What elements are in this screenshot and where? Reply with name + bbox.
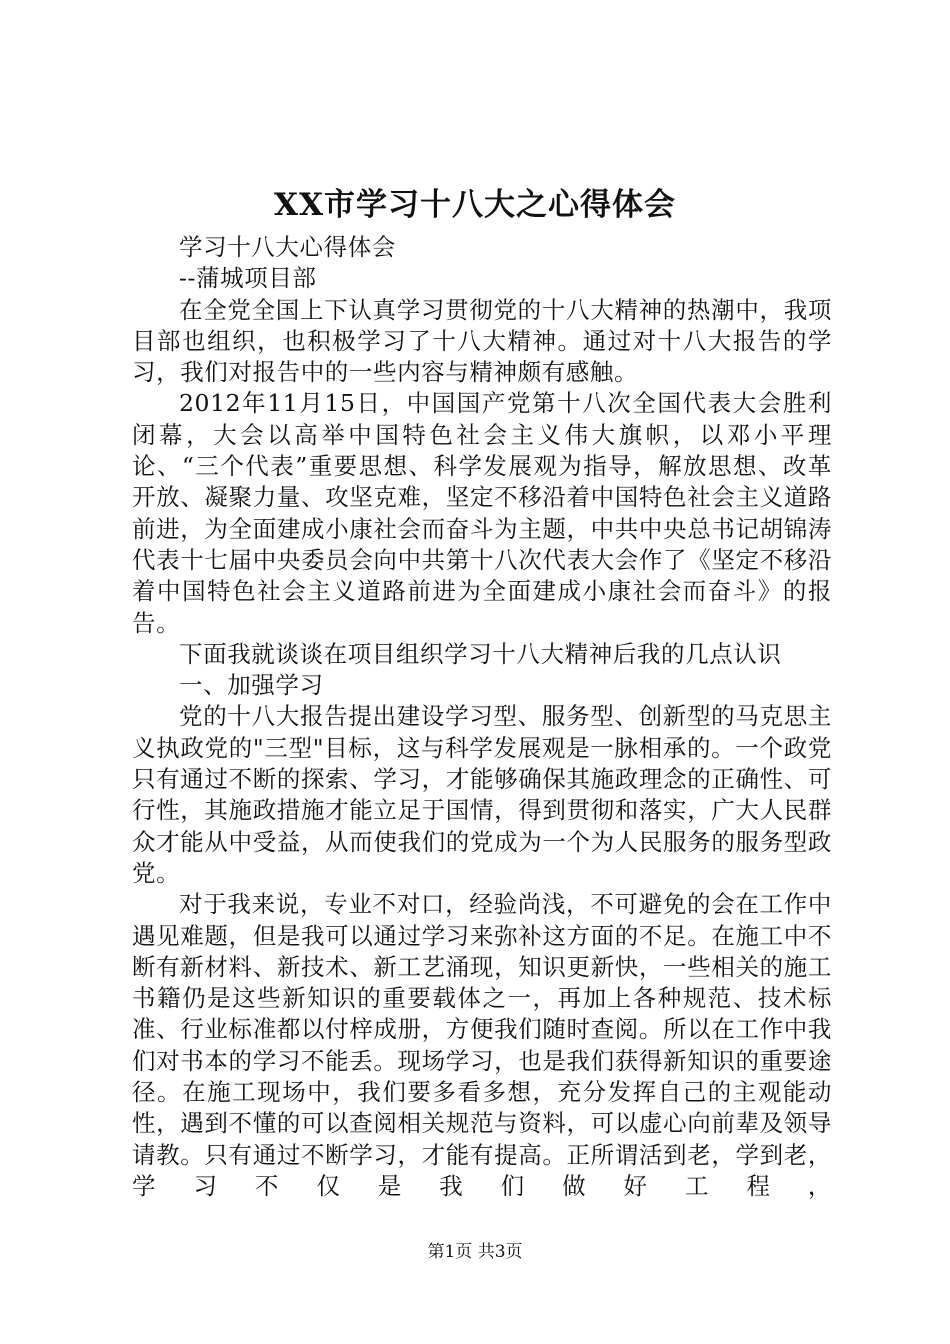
- page-footer: 第1页 共3页: [427, 1242, 523, 1262]
- body-paragraph: 对于我来说，专业不对口，经验尚浅，不可避免的会在工作中遇见难题，但是我可以通过学习来弥补这方面的不足。在施工中不断有新材料、新技术、新工艺涌现，知识更新快，一些相关的施工书籍仍是这些新知识的重要载体之一，再加上各种规范、技术标准、行业标准都以付梓成册，方便我们随时查阅。所以在工作中我们对书本的学习不能丢。现场学习，也是我们获得新知识的重要途径。在施工现场中，我们要多看多想，充分发挥自己的主观能动性，遇到不懂的可以查阅相关规范与资料，可以虚心向前辈及领导请教。只有通过不断学习，才能有提高。正所谓活到老，学到老，学习不仅是我们做好工程，: [132, 890, 832, 1200]
- body-paragraph: 下面我就谈谈在项目组织学习十八大精神后我的几点认识: [179, 639, 782, 668]
- author-line: --蒲城项目部: [179, 264, 317, 293]
- body-paragraph: 党的十八大报告提出建设学习型、服务型、创新型的马克思主义执政党的"三型"目标，这与科学发展观是一脉相承的。一个政党只有通过不断的探索、学习，才能够确保其施政理念的正确性、可行性，其施政措施才能立足于国情，得到贯彻和落实，广大人民群众才能从中受益，从而使我们的党成为一个为人民服务的服务型政党。: [132, 702, 832, 887]
- body-paragraph: 2012年11月15日，中国国产党第十八次全国代表大会胜利闭幕，大会以高举中国特色社会主义伟大旗帜，以邓小平理论、“三个代表”重要思想、科学发展观为指导，解放思想、改革开放、凝聚力量、攻坚克难，坚定不移沿着中国特色社会主义道路前进，为全面建成小康社会而奋斗为主题，中共中央总书记胡锦涛代表十七届中央委员会向中共第十八次代表大会作了《坚定不移沿着中国特色社会主义道路前进为全面建成小康社会而奋斗》的报告。: [132, 389, 832, 637]
- section-heading: 一、加强学习: [179, 671, 324, 700]
- document-body: [132, 232, 832, 1202]
- subtitle-line: 学习十八大心得体会: [179, 233, 396, 261]
- document-title: XX市学习十八大之心得体会: [273, 187, 677, 223]
- body-paragraph: 在全党全国上下认真学习贯彻党的十八大精神的热潮中，我项目部也组织，也积极学习了十八大精神。通过对十八大报告的学习，我们对报告中的一些内容与精神颇有感触。: [132, 295, 832, 387]
